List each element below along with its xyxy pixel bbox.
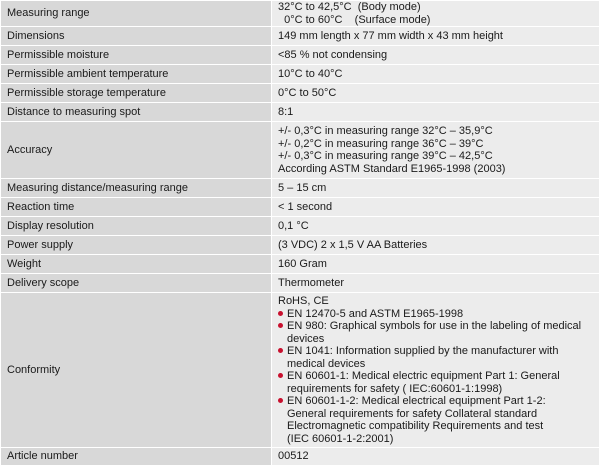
conformity-line: EN 60601-1-2: Medical electrical equipment Part 1-2: bbox=[287, 395, 546, 407]
value-line: 0,1 °C bbox=[278, 219, 309, 232]
spec-table-body bbox=[1, 1, 600, 466]
value-line: 10°C to 40°C bbox=[278, 67, 343, 80]
row-label: Measuring range bbox=[1, 1, 272, 27]
list-item bbox=[278, 345, 593, 370]
table-row-conformity bbox=[1, 293, 600, 448]
row-value bbox=[272, 65, 600, 84]
conformity-line: requirements for safety ( IEC:60601-1:1998) bbox=[287, 382, 503, 395]
value-line: 0°C to 60°C (Surface mode) bbox=[278, 13, 431, 26]
value-line: (3 VDC) 2 x 1,5 V AA Batteries bbox=[278, 238, 428, 251]
row-value bbox=[272, 255, 600, 274]
table-row bbox=[1, 27, 600, 46]
list-item bbox=[278, 308, 593, 321]
value-line: +/- 0,2°C in measuring range 36°C – 39°C bbox=[278, 137, 484, 150]
conformity-line: Electromagnetic compatibility Requirements and test bbox=[287, 420, 544, 432]
value-line: 0°C to 50°C bbox=[278, 86, 337, 99]
row-label: Permissible storage temperature bbox=[1, 84, 272, 103]
table-row bbox=[1, 122, 600, 179]
row-label: Weight bbox=[1, 255, 272, 274]
row-value bbox=[272, 198, 600, 217]
conformity-intro: RoHS, CE bbox=[278, 295, 329, 307]
table-row bbox=[1, 179, 600, 198]
bullet-icon bbox=[278, 348, 283, 353]
row-value bbox=[272, 236, 600, 255]
table-row bbox=[1, 198, 600, 217]
table-row bbox=[1, 236, 600, 255]
conformity-list bbox=[278, 308, 593, 446]
row-value bbox=[272, 27, 600, 46]
table-row bbox=[1, 274, 600, 293]
list-item bbox=[278, 370, 593, 395]
value-line: According ASTM Standard E1965-1998 (2003) bbox=[278, 162, 506, 175]
bullet-icon bbox=[278, 311, 283, 316]
value-line: <85 % not condensing bbox=[278, 48, 388, 61]
row-label: Power supply bbox=[1, 236, 272, 255]
conformity-line: devices bbox=[287, 332, 325, 345]
table-row bbox=[1, 65, 600, 84]
table-row-article bbox=[1, 448, 600, 466]
row-label: Conformity bbox=[1, 293, 272, 448]
row-value bbox=[272, 179, 600, 198]
row-value bbox=[272, 217, 600, 236]
row-label: Delivery scope bbox=[1, 274, 272, 293]
table-row bbox=[1, 103, 600, 122]
conformity-line: EN 60601-1: Medical electric equipment Part 1: General bbox=[287, 370, 560, 382]
row-value bbox=[272, 122, 600, 179]
article-number-value: 00512 bbox=[272, 448, 600, 466]
conformity-line: medical devices bbox=[287, 357, 366, 370]
value-line: < 1 second bbox=[278, 200, 333, 213]
value-line: +/- 0,3°C in measuring range 32°C – 35,9°C bbox=[278, 125, 493, 137]
row-label: Permissible ambient temperature bbox=[1, 65, 272, 84]
list-item bbox=[278, 320, 593, 345]
row-value bbox=[272, 84, 600, 103]
value-line: 160 Gram bbox=[278, 257, 327, 270]
conformity-line: EN 980: Graphical symbols for use in the labeling of medical bbox=[287, 320, 582, 332]
table-row bbox=[1, 46, 600, 65]
table-row bbox=[1, 84, 600, 103]
conformity-line: EN 12470-5 and ASTM E1965-1998 bbox=[287, 307, 464, 320]
row-value bbox=[272, 274, 600, 293]
bullet-icon bbox=[278, 398, 283, 403]
conformity-value bbox=[272, 293, 600, 448]
list-item bbox=[278, 395, 593, 445]
value-line: 32°C to 42,5°C (Body mode) bbox=[278, 1, 421, 13]
value-line: Thermometer bbox=[278, 276, 345, 289]
bullet-icon bbox=[278, 373, 283, 378]
value-line: 149 mm length x 77 mm width x 43 mm height bbox=[278, 29, 503, 42]
value-line: +/- 0,3°C in measuring range 39°C – 42,5°C bbox=[278, 150, 493, 162]
row-label: Permissible moisture bbox=[1, 46, 272, 65]
conformity-line: (IEC 60601-1-2:2001) bbox=[287, 432, 394, 445]
row-label: Article number bbox=[1, 448, 272, 466]
table-row bbox=[1, 1, 600, 27]
conformity-line: EN 1041: Information supplied by the manufacturer with bbox=[287, 345, 559, 357]
row-label: Dimensions bbox=[1, 27, 272, 46]
bullet-icon bbox=[278, 323, 283, 328]
row-label: Reaction time bbox=[1, 198, 272, 217]
row-value bbox=[272, 1, 600, 27]
conformity-line: General requirements for safety Collateral standard bbox=[287, 407, 538, 420]
row-label: Display resolution bbox=[1, 217, 272, 236]
row-value bbox=[272, 103, 600, 122]
table-row bbox=[1, 217, 600, 236]
row-label: Accuracy bbox=[1, 122, 272, 179]
table-row bbox=[1, 255, 600, 274]
row-label: Distance to measuring spot bbox=[1, 103, 272, 122]
row-label: Measuring distance/measuring range bbox=[1, 179, 272, 198]
value-line: 5 – 15 cm bbox=[278, 181, 327, 194]
row-value bbox=[272, 46, 600, 65]
value-line: 8:1 bbox=[278, 105, 294, 118]
